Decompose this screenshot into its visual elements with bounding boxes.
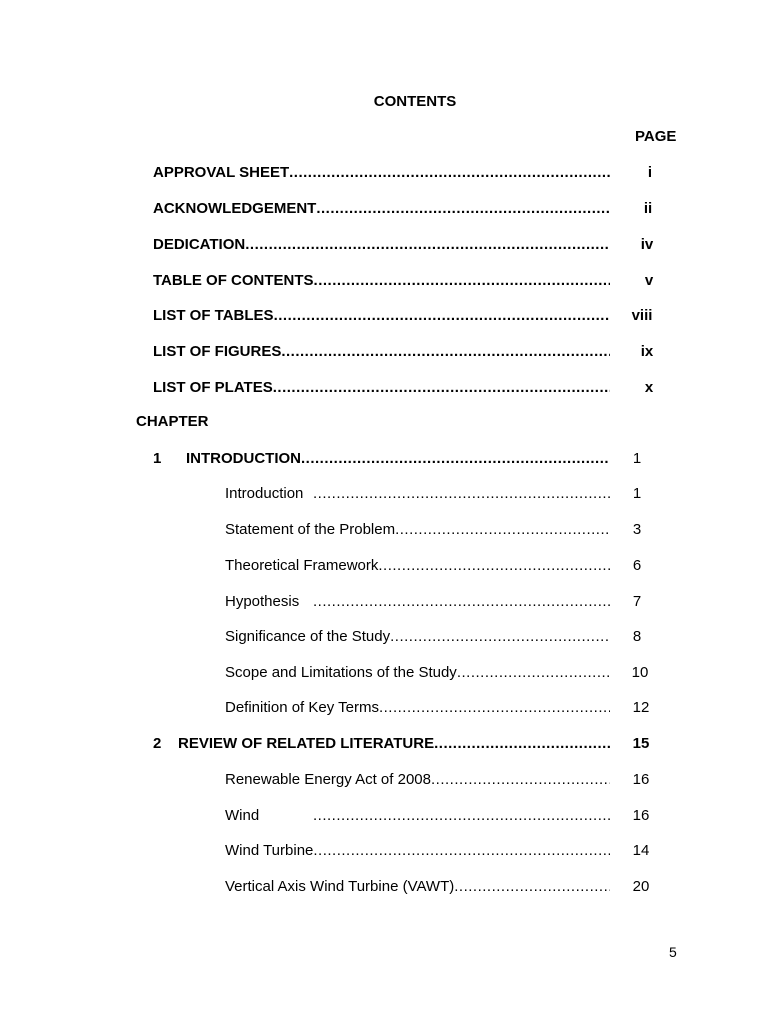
leader-dots (313, 484, 610, 504)
toc-section-significance[interactable] (225, 627, 610, 647)
toc-entry-dedication[interactable] (153, 235, 610, 255)
toc-entry-page: i (647, 164, 653, 181)
chapter-number: 1 (153, 450, 162, 467)
toc-section-hypothesis[interactable] (225, 592, 610, 612)
leader-dots (313, 806, 610, 826)
page-number: 5 (669, 944, 677, 960)
toc-entry-label: ACKNOWLEDGEMENT (153, 200, 317, 217)
leader-dots (273, 378, 610, 398)
leader-dots (313, 592, 610, 612)
toc-entry-page: 8 (632, 628, 642, 645)
toc-entry-page: 20 (632, 878, 650, 895)
toc-entry-label: Renewable Energy Act of 2008 (225, 771, 431, 788)
leader-dots (431, 770, 610, 790)
toc-entry-list-of-tables[interactable] (153, 306, 610, 326)
leader-dots (454, 877, 610, 897)
toc-section-renewable-energy-act[interactable] (225, 770, 610, 790)
toc-entry-page: ii (643, 200, 653, 217)
toc-entry-approval-sheet[interactable] (153, 163, 610, 183)
toc-entry-page: 7 (632, 593, 642, 610)
toc-entry-label: LIST OF TABLES (153, 307, 274, 324)
toc-entry-table-of-contents[interactable] (153, 271, 610, 291)
leader-dots (301, 449, 610, 469)
toc-entry-list-of-plates[interactable] (153, 378, 610, 398)
toc-entry-label: Statement of the Problem (225, 521, 396, 538)
toc-entry-page: 15 (632, 735, 650, 752)
leader-dots (281, 342, 610, 362)
toc-entry-acknowledgement[interactable] (153, 199, 610, 219)
leader-dots (390, 627, 610, 647)
toc-entry-page: 16 (632, 771, 650, 788)
toc-section-key-terms[interactable] (225, 698, 610, 718)
toc-entry-page: 10 (631, 664, 649, 681)
toc-entry-page: ix (640, 343, 654, 360)
toc-entry-page: x (644, 379, 654, 396)
toc-entry-page: 3 (632, 521, 642, 538)
toc-chapter-introduction[interactable] (186, 449, 610, 469)
leader-dots (314, 271, 610, 291)
toc-entry-label: Theoretical Framework (225, 557, 379, 574)
toc-entry-page: v (644, 272, 654, 289)
toc-entry-label: Vertical Axis Wind Turbine (VAWT) (225, 878, 455, 895)
leader-dots (379, 698, 610, 718)
toc-entry-page: 12 (632, 699, 650, 716)
toc-entry-label: INTRODUCTION (186, 450, 301, 467)
toc-section-theoretical-framework[interactable] (225, 556, 610, 576)
toc-entry-page: 16 (632, 807, 650, 824)
page-column-header: PAGE (635, 128, 677, 145)
toc-entry-page: 6 (632, 557, 642, 574)
toc-entry-label: Wind Turbine (225, 842, 314, 859)
toc-entry-label: APPROVAL SHEET (153, 164, 290, 181)
leader-dots (313, 841, 610, 861)
toc-section-scope-limitations[interactable] (225, 663, 610, 683)
toc-entry-list-of-figures[interactable] (153, 342, 610, 362)
toc-entry-label: Definition of Key Terms (225, 699, 379, 716)
leader-dots (274, 306, 610, 326)
toc-chapter-review-literature[interactable] (178, 734, 610, 754)
leader-dots (316, 199, 610, 219)
toc-entry-label: Wind (225, 807, 260, 824)
contents-title: CONTENTS (373, 93, 457, 110)
toc-entry-label: LIST OF FIGURES (153, 343, 282, 360)
leader-dots (457, 663, 610, 683)
toc-entry-page: 1 (632, 485, 642, 502)
toc-entry-label: Hypothesis (225, 593, 300, 610)
toc-entry-page: viii (631, 307, 653, 324)
toc-section-statement-of-problem[interactable] (225, 520, 610, 540)
leader-dots (395, 520, 610, 540)
toc-section-wind-turbine[interactable] (225, 841, 610, 861)
leader-dots (434, 734, 610, 754)
toc-entry-page: 1 (632, 450, 642, 467)
toc-entry-label: DEDICATION (153, 236, 246, 253)
toc-entry-page: iv (640, 236, 654, 253)
toc-entry-label: TABLE OF CONTENTS (153, 272, 314, 289)
toc-section-introduction[interactable] (225, 484, 610, 504)
toc-entry-label: Significance of the Study (225, 628, 391, 645)
toc-section-wind[interactable] (225, 806, 610, 826)
leader-dots (378, 556, 610, 576)
leader-dots (289, 163, 610, 183)
chapter-number: 2 (153, 735, 162, 752)
toc-section-vawt[interactable] (225, 877, 610, 897)
toc-entry-label: REVIEW OF RELATED LITERATURE (178, 735, 435, 752)
toc-entry-label: Introduction (225, 485, 304, 502)
chapter-label: CHAPTER (136, 413, 209, 430)
leader-dots (245, 235, 610, 255)
toc-entry-page: 14 (632, 842, 650, 859)
toc-entry-label: Scope and Limitations of the Study (225, 664, 457, 681)
toc-entry-label: LIST OF PLATES (153, 379, 273, 396)
